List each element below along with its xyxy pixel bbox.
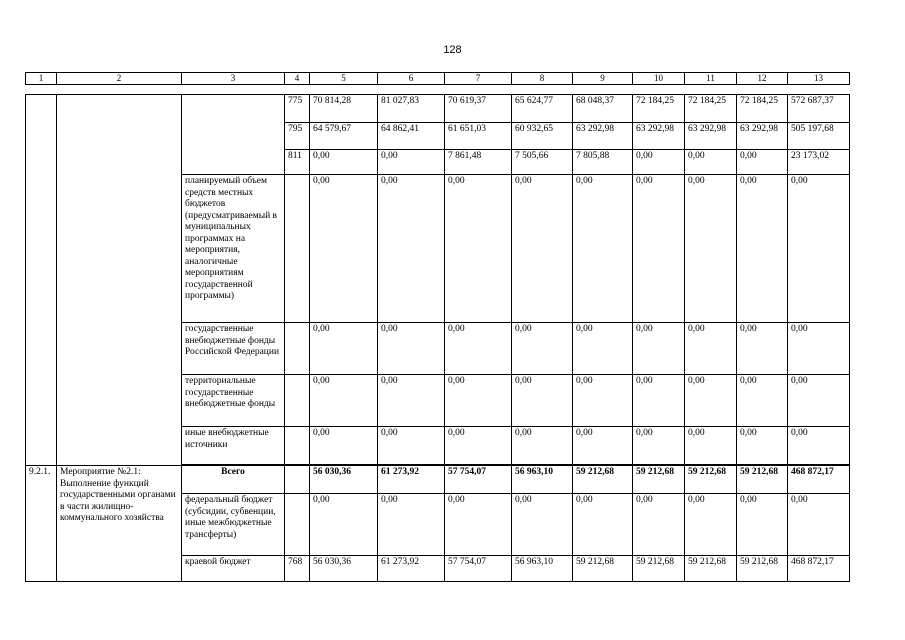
cell-value: 56 963,10	[512, 466, 573, 494]
cell-value: 0,00	[633, 494, 685, 556]
cell-value: 59 212,68	[685, 556, 737, 582]
cell-value: 0,00	[685, 375, 737, 427]
cell-value: 0,00	[310, 494, 378, 556]
col-num: 4	[285, 73, 310, 85]
cell-value: 61 273,92	[378, 556, 445, 582]
col-num: 8	[512, 73, 573, 85]
cell-code	[285, 427, 310, 465]
cell-value: 68 048,37	[573, 95, 633, 123]
cell-value: 56 030,36	[310, 466, 378, 494]
cell-value: 59 212,68	[573, 466, 633, 494]
cell-blank	[26, 95, 57, 466]
cell-code: 768	[285, 556, 310, 582]
cell-value: 63 292,98	[737, 123, 788, 150]
funding-source-label: государственные внебюджетные фонды Российской Федерации	[182, 323, 285, 375]
cell-value: 0,00	[737, 375, 788, 427]
col-num: 13	[788, 73, 850, 85]
cell-code	[285, 323, 310, 375]
col-num: 7	[445, 73, 512, 85]
cell-value: 0,00	[788, 175, 850, 323]
cell-value: 0,00	[633, 427, 685, 465]
cell-value: 70 619,37	[445, 95, 512, 123]
cell-value: 0,00	[378, 375, 445, 427]
cell-value: 468 872,17	[788, 466, 850, 494]
cell-value: 0,00	[512, 323, 573, 375]
cell-value: 72 184,25	[633, 95, 685, 123]
cell-value: 572 687,37	[788, 95, 850, 123]
item-name: Мероприятие №2.1: Выполнение функций государственными органами в части жилищно-коммунального хозяйства	[57, 466, 182, 582]
cell-value: 57 754,07	[445, 466, 512, 494]
cell-value: 23 173,02	[788, 150, 850, 175]
cell-value: 0,00	[310, 375, 378, 427]
cell-value: 61 651,03	[445, 123, 512, 150]
cell-value: 72 184,25	[737, 95, 788, 123]
cell-value: 0,00	[573, 323, 633, 375]
cell-value: 0,00	[737, 494, 788, 556]
col-num: 5	[310, 73, 378, 85]
cell-value: 0,00	[378, 150, 445, 175]
col-num: 9	[573, 73, 633, 85]
cell-code	[285, 375, 310, 427]
funding-source-label: краевой бюджет	[182, 556, 285, 582]
cell-blank	[182, 95, 285, 175]
cell-value: 72 184,25	[685, 95, 737, 123]
cell-value: 0,00	[310, 150, 378, 175]
cell-value: 7 505,66	[512, 150, 573, 175]
cell-value: 70 814,28	[310, 95, 378, 123]
cell-value: 64 862,41	[378, 123, 445, 150]
cell-value: 0,00	[685, 494, 737, 556]
cell-value: 0,00	[310, 427, 378, 465]
table-row	[26, 95, 850, 123]
col-num: 11	[685, 73, 737, 85]
cell-value: 59 212,68	[573, 556, 633, 582]
cell-value: 0,00	[573, 375, 633, 427]
cell-value: 0,00	[310, 323, 378, 375]
cell-value: 0,00	[685, 427, 737, 465]
cell-value: 0,00	[685, 323, 737, 375]
cell-value: 59 212,68	[737, 466, 788, 494]
col-num: 2	[57, 73, 182, 85]
funding-source-label: иные внебюджетные источники	[182, 427, 285, 465]
cell-value: 0,00	[445, 427, 512, 465]
cell-value: 0,00	[685, 150, 737, 175]
cell-value: 0,00	[685, 175, 737, 323]
col-num: 12	[737, 73, 788, 85]
cell-value: 0,00	[633, 175, 685, 323]
cell-value: 59 212,68	[737, 556, 788, 582]
header-row-table	[25, 72, 850, 85]
cell-value: 0,00	[512, 494, 573, 556]
cell-value: 63 292,98	[685, 123, 737, 150]
cell-code: 795	[285, 123, 310, 150]
cell-value: 0,00	[788, 375, 850, 427]
cell-value: 57 754,07	[445, 556, 512, 582]
funding-source-label: Всего	[182, 466, 285, 494]
cell-value: 0,00	[445, 175, 512, 323]
cell-value: 56 963,10	[512, 556, 573, 582]
funding-source-label: федеральный бюджет (субсидии, субвенции, иные межбюджетные трансферты)	[182, 494, 285, 556]
cell-value: 7 805,88	[573, 150, 633, 175]
cell-value: 59 212,68	[633, 556, 685, 582]
cell-value: 81 027,83	[378, 95, 445, 123]
cell-value: 468 872,17	[788, 556, 850, 582]
cell-value: 61 273,92	[378, 466, 445, 494]
cell-value: 0,00	[378, 175, 445, 323]
cell-code	[285, 175, 310, 323]
cell-value: 0,00	[633, 375, 685, 427]
cell-value: 0,00	[788, 323, 850, 375]
cell-code	[285, 466, 310, 494]
cell-value: 59 212,68	[685, 466, 737, 494]
cell-value: 0,00	[573, 427, 633, 465]
cell-value: 64 579,67	[310, 123, 378, 150]
cell-value: 0,00	[512, 375, 573, 427]
cell-value: 0,00	[310, 175, 378, 323]
page-number: 128	[443, 44, 462, 56]
cell-value: 0,00	[445, 494, 512, 556]
cell-value: 0,00	[737, 150, 788, 175]
table-row	[26, 466, 850, 494]
cell-value: 0,00	[737, 175, 788, 323]
cell-value: 60 932,65	[512, 123, 573, 150]
funding-source-label: территориальные государственные внебюджетные фонды	[182, 375, 285, 427]
cell-value: 505 197,68	[788, 123, 850, 150]
cell-value: 0,00	[737, 323, 788, 375]
cell-value: 7 861,48	[445, 150, 512, 175]
cell-code: 775	[285, 95, 310, 123]
cell-value: 63 292,98	[573, 123, 633, 150]
col-num: 3	[182, 73, 285, 85]
cell-value: 0,00	[445, 375, 512, 427]
cell-value: 56 030,36	[310, 556, 378, 582]
cell-value: 0,00	[573, 175, 633, 323]
cell-blank	[57, 95, 182, 466]
cell-value: 0,00	[378, 494, 445, 556]
cell-value: 0,00	[378, 427, 445, 465]
budget-table	[25, 94, 850, 582]
cell-value: 0,00	[445, 323, 512, 375]
funding-source-label: планируемый объем средств местных бюджетов (предусматриваемый в муниципальных программах на мероприятия, аналогичные мероприятиям государственной программы)	[182, 175, 285, 323]
cell-value: 0,00	[737, 427, 788, 465]
cell-value: 59 212,68	[633, 466, 685, 494]
cell-value: 0,00	[378, 323, 445, 375]
cell-value: 0,00	[633, 150, 685, 175]
col-num: 6	[378, 73, 445, 85]
cell-code	[285, 494, 310, 556]
item-number: 9.2.1.	[26, 466, 57, 582]
cell-value: 0,00	[573, 494, 633, 556]
cell-value: 0,00	[512, 175, 573, 323]
cell-value: 0,00	[512, 427, 573, 465]
col-num: 10	[633, 73, 685, 85]
cell-value: 0,00	[788, 494, 850, 556]
column-number-row	[26, 73, 850, 85]
cell-value: 65 624,77	[512, 95, 573, 123]
cell-value: 0,00	[788, 427, 850, 465]
cell-code: 811	[285, 150, 310, 175]
col-num: 1	[26, 73, 57, 85]
cell-value: 63 292,98	[633, 123, 685, 150]
cell-value: 0,00	[633, 323, 685, 375]
